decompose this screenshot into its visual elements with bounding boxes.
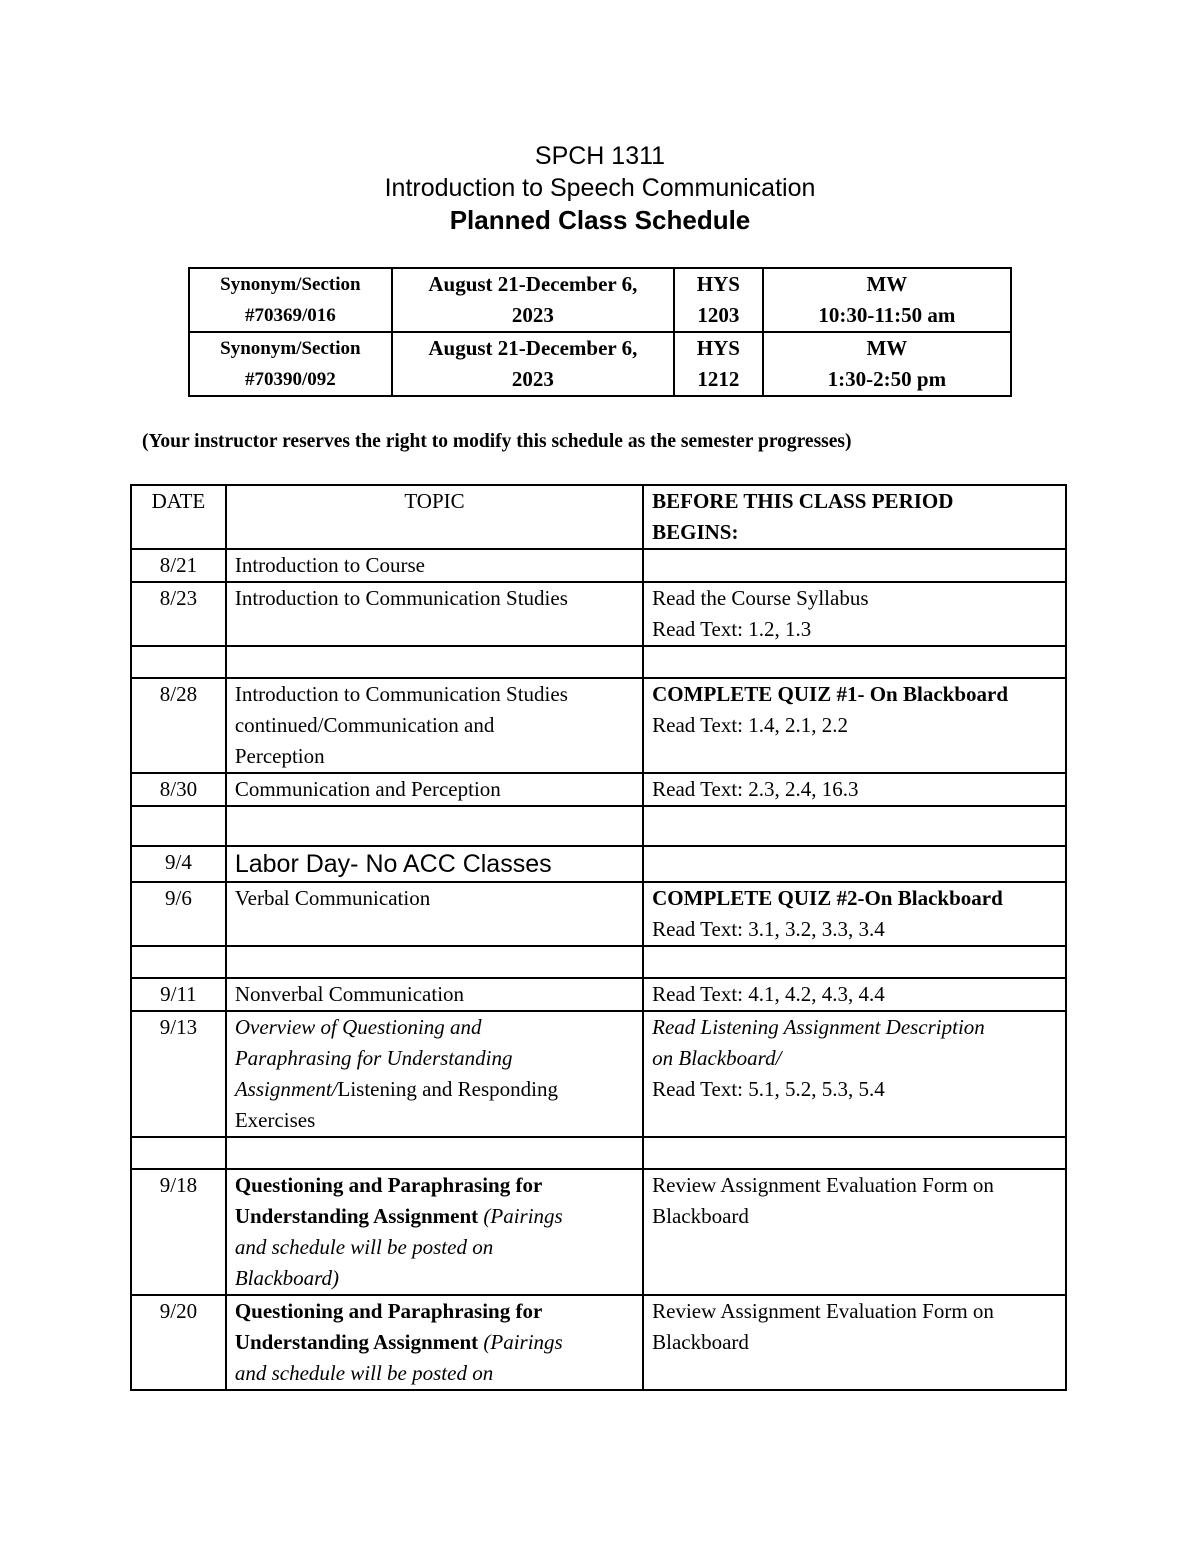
row-date: 9/11 xyxy=(131,978,226,1011)
table-row xyxy=(131,582,1066,646)
row-before: COMPLETE QUIZ #1- On Blackboard Read Text: 1.4, 2.1, 2.2 xyxy=(643,678,1066,773)
row-topic: Introduction to Communication Studies xyxy=(226,582,643,646)
document-header xyxy=(0,140,1200,236)
row-topic: Introduction to Course xyxy=(226,549,643,582)
course-title: Introduction to Speech Communication xyxy=(384,174,816,202)
table-row xyxy=(131,1169,1066,1295)
table-row xyxy=(131,773,1066,806)
section-synonym: Synonym/Section #70390/092 xyxy=(189,332,392,396)
row-before xyxy=(643,549,1066,582)
row-topic: Nonverbal Communication xyxy=(226,978,643,1011)
header-before: BEFORE THIS CLASS PERIOD BEGINS: xyxy=(643,485,1066,549)
table-row-empty xyxy=(131,1137,1066,1169)
header-topic: TOPIC xyxy=(226,485,643,549)
row-before: Read Listening Assignment Description on Blackboard/ Read Text: 5.1, 5.2, 5.3, 5.4 xyxy=(643,1011,1066,1137)
row-before: Read Text: 4.1, 4.2, 4.3, 4.4 xyxy=(643,978,1066,1011)
header-date: DATE xyxy=(131,485,226,549)
section-row xyxy=(189,268,1011,332)
table-row xyxy=(131,1295,1066,1390)
row-before: Review Assignment Evaluation Form on Blackboard xyxy=(643,1295,1066,1390)
table-row xyxy=(131,846,1066,882)
row-date: 9/6 xyxy=(131,882,226,946)
section-info-table xyxy=(188,267,1012,397)
table-row xyxy=(131,1011,1066,1137)
section-time: MW 1:30-2:50 pm xyxy=(763,332,1011,396)
row-before: Read the Course Syllabus Read Text: 1.2, 1.3 xyxy=(643,582,1066,646)
row-topic: Communication and Perception xyxy=(226,773,643,806)
section-room: HYS 1212 xyxy=(674,332,763,396)
table-row-empty xyxy=(131,946,1066,978)
table-row xyxy=(131,882,1066,946)
table-row xyxy=(131,549,1066,582)
row-date: 9/4 xyxy=(131,846,226,882)
schedule-notice: (Your instructor reserves the right to modify this schedule as the semester progresses) xyxy=(142,431,852,452)
section-room: HYS 1203 xyxy=(674,268,763,332)
row-date: 8/28 xyxy=(131,678,226,773)
row-date: 9/18 xyxy=(131,1169,226,1295)
row-before xyxy=(643,846,1066,882)
table-row-empty xyxy=(131,806,1066,846)
section-time: MW 10:30-11:50 am xyxy=(763,268,1011,332)
row-before: Read Text: 2.3, 2.4, 16.3 xyxy=(643,773,1066,806)
section-synonym: Synonym/Section #70369/016 xyxy=(189,268,392,332)
course-code: SPCH 1311 xyxy=(534,142,666,170)
table-header-row xyxy=(131,485,1066,549)
table-row xyxy=(131,678,1066,773)
row-before: COMPLETE QUIZ #2-On Blackboard Read Text: 3.1, 3.2, 3.3, 3.4 xyxy=(643,882,1066,946)
row-topic: Questioning and Paraphrasing for Understanding Assignment (Pairings and schedule will be posted on xyxy=(226,1295,643,1390)
row-date: 8/21 xyxy=(131,549,226,582)
row-topic: Questioning and Paraphrasing for Understanding Assignment (Pairings and schedule will be posted on Blackboard) xyxy=(226,1169,643,1295)
row-date: 9/20 xyxy=(131,1295,226,1390)
row-topic: Introduction to Communication Studies continued/Communication and Perception xyxy=(226,678,643,773)
row-date: 8/30 xyxy=(131,773,226,806)
table-row xyxy=(131,978,1066,1011)
document-title: Planned Class Schedule xyxy=(449,205,751,235)
table-row-empty xyxy=(131,646,1066,678)
section-dates: August 21-December 6, 2023 xyxy=(392,332,674,396)
class-schedule-table xyxy=(130,484,1067,1391)
row-date: 8/23 xyxy=(131,582,226,646)
row-topic: Verbal Communication xyxy=(226,882,643,946)
row-topic: Labor Day- No ACC Classes xyxy=(226,846,643,882)
section-row xyxy=(189,332,1011,396)
section-dates: August 21-December 6, 2023 xyxy=(392,268,674,332)
row-before: Review Assignment Evaluation Form on Blackboard xyxy=(643,1169,1066,1295)
row-date: 9/13 xyxy=(131,1011,226,1137)
row-topic: Overview of Questioning and Paraphrasing for Understanding Assignment/Listening and Responding Exercises xyxy=(226,1011,643,1137)
